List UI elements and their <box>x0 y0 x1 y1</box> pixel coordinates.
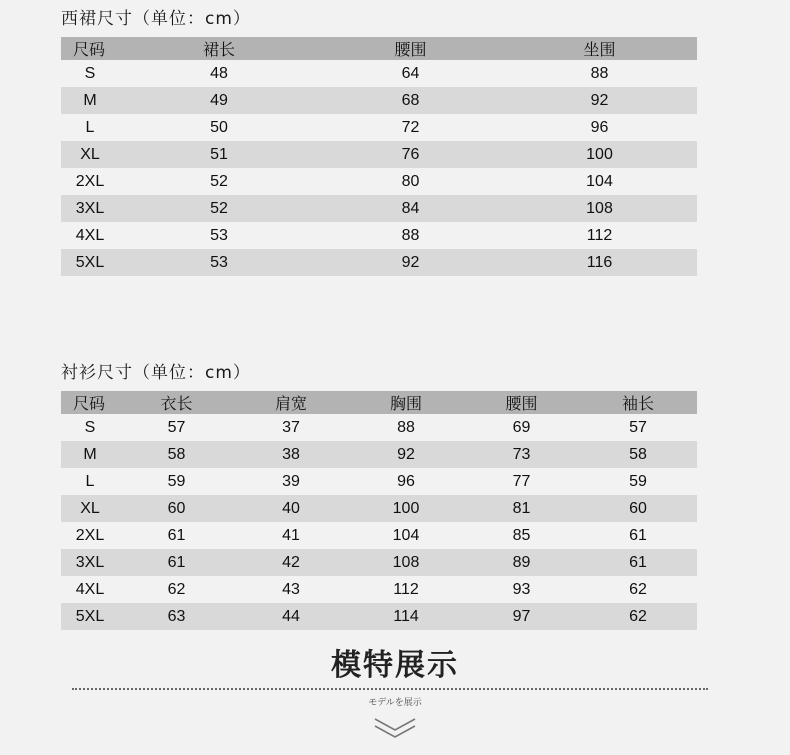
header-cell: 袖长 <box>621 396 654 413</box>
table-cell: 92 <box>397 445 415 463</box>
table-cell: 81 <box>512 499 531 517</box>
table-cell: 53 <box>210 253 228 271</box>
table-row <box>61 414 697 441</box>
table-cell: 80 <box>401 172 420 190</box>
table-row <box>61 249 697 276</box>
table-cell: 52 <box>210 199 228 217</box>
size-cell: L <box>85 118 95 136</box>
table-cell: 57 <box>167 418 186 436</box>
size-cell: 3XL <box>75 553 105 571</box>
table-cell: 51 <box>210 145 228 163</box>
header-cell: 坐围 <box>583 42 616 59</box>
header-cell: 腰围 <box>394 42 427 59</box>
table-row <box>61 141 697 168</box>
table-row <box>61 222 697 249</box>
table-row <box>61 549 697 576</box>
table-cell: 116 <box>586 253 613 271</box>
table-cell: 104 <box>586 172 613 190</box>
model-display-subtitle: モデルを展示 <box>368 698 422 708</box>
table-row <box>61 468 697 495</box>
table-cell: 108 <box>586 199 613 217</box>
header-cell: 尺码 <box>73 396 106 413</box>
table-cell: 48 <box>210 64 228 82</box>
table-cell: 84 <box>401 199 420 217</box>
table-cell: 61 <box>167 526 186 544</box>
header-cell: 胸围 <box>389 396 422 413</box>
size-cell: 3XL <box>75 199 105 217</box>
table-cell: 37 <box>282 418 300 436</box>
table-cell: 93 <box>512 580 531 598</box>
table-cell: 96 <box>397 472 415 490</box>
table-cell: 58 <box>167 445 186 463</box>
model-display-title: 模特展示 <box>331 648 459 683</box>
table-cell: 60 <box>167 499 186 517</box>
table-cell: 85 <box>512 526 531 544</box>
skirt-size-table <box>61 37 697 276</box>
table-cell: 57 <box>629 418 647 436</box>
table-row <box>61 60 697 87</box>
table-cell: 44 <box>282 607 300 625</box>
size-cell: L <box>85 472 95 490</box>
table-cell: 100 <box>586 145 613 163</box>
table-cell: 108 <box>392 553 420 571</box>
table-row <box>61 495 697 522</box>
table-header-row <box>61 37 697 60</box>
table-cell: 38 <box>282 445 300 463</box>
table-header-row <box>61 391 697 414</box>
table-cell: 69 <box>512 418 531 436</box>
table-row <box>61 168 697 195</box>
table-cell: 39 <box>282 472 300 490</box>
size-cell: 2XL <box>75 526 105 544</box>
table-cell: 68 <box>401 91 420 109</box>
table-cell: 72 <box>401 118 420 136</box>
header-cell: 尺码 <box>73 42 106 59</box>
size-cell: XL <box>80 145 100 163</box>
table-cell: 59 <box>167 472 186 490</box>
skirt-size-title: 西裙尺寸（单位：cm） <box>61 9 251 29</box>
double-chevron-down-icon <box>371 716 419 740</box>
table-cell: 40 <box>282 499 300 517</box>
size-cell: 2XL <box>75 172 105 190</box>
table-cell: 61 <box>167 553 186 571</box>
table-cell: 92 <box>590 91 609 109</box>
size-cell: 4XL <box>75 580 105 598</box>
table-row <box>61 195 697 222</box>
table-cell: 92 <box>401 253 420 271</box>
table-cell: 97 <box>512 607 531 625</box>
header-cell: 肩宽 <box>274 396 307 413</box>
table-cell: 77 <box>512 472 531 490</box>
table-cell: 96 <box>590 118 609 136</box>
header-cell: 裙长 <box>202 42 235 59</box>
size-cell: S <box>84 64 96 82</box>
table-row <box>61 87 697 114</box>
table-cell: 63 <box>167 607 186 625</box>
table-cell: 89 <box>512 553 531 571</box>
table-cell: 73 <box>512 445 531 463</box>
table-cell: 58 <box>629 445 647 463</box>
table-cell: 114 <box>393 607 419 625</box>
table-cell: 62 <box>629 580 647 598</box>
table-cell: 104 <box>392 526 420 544</box>
table-cell: 88 <box>590 64 609 82</box>
table-cell: 42 <box>282 553 300 571</box>
size-cell: 4XL <box>75 226 105 244</box>
table-cell: 60 <box>629 499 647 517</box>
table-cell: 76 <box>401 145 420 163</box>
table-row <box>61 522 697 549</box>
size-cell: XL <box>80 499 100 517</box>
table-cell: 41 <box>282 526 300 544</box>
table-cell: 64 <box>401 64 420 82</box>
table-row <box>61 441 697 468</box>
dotted-divider <box>72 688 708 690</box>
table-cell: 59 <box>629 472 647 490</box>
size-cell: M <box>83 91 97 109</box>
table-cell: 53 <box>210 226 228 244</box>
table-cell: 61 <box>629 526 647 544</box>
table-cell: 49 <box>210 91 228 109</box>
table-row <box>61 576 697 603</box>
table-cell: 62 <box>167 580 186 598</box>
header-cell: 腰围 <box>505 396 538 413</box>
shirt-size-table <box>61 391 697 630</box>
table-cell: 112 <box>586 226 613 244</box>
table-row <box>61 603 697 630</box>
table-row <box>61 114 697 141</box>
table-cell: 88 <box>401 226 420 244</box>
table-cell: 61 <box>629 553 647 571</box>
table-cell: 43 <box>282 580 300 598</box>
shirt-size-title: 衬衫尺寸（单位：cm） <box>61 363 251 383</box>
size-cell: 5XL <box>75 607 105 625</box>
size-cell: 5XL <box>75 253 105 271</box>
header-cell: 衣长 <box>160 396 193 413</box>
table-cell: 52 <box>210 172 228 190</box>
table-cell: 62 <box>629 607 647 625</box>
table-cell: 88 <box>397 418 415 436</box>
size-cell: M <box>83 445 97 463</box>
size-cell: S <box>84 418 96 436</box>
table-cell: 112 <box>393 580 419 598</box>
table-cell: 50 <box>210 118 228 136</box>
table-cell: 100 <box>392 499 420 517</box>
